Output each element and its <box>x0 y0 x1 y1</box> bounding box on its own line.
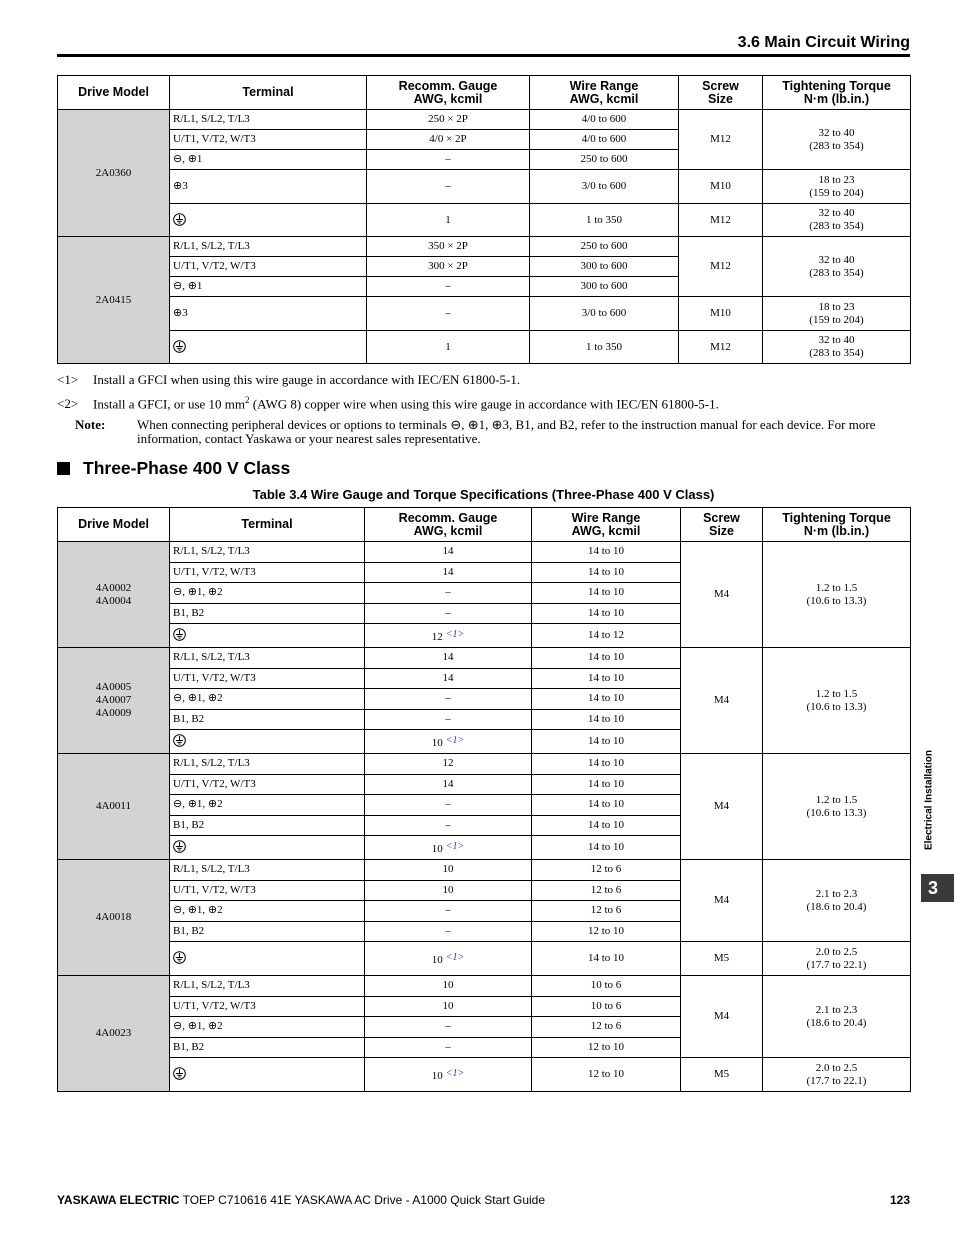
terminal-cell: B1, B2 <box>170 709 365 730</box>
terminal-cell: ⊖, ⊕1, ⊕2 <box>170 901 365 922</box>
gauge-cell <box>365 668 532 689</box>
footnote-1 <box>57 372 520 387</box>
gauge-cell: 350 × 2P <box>367 237 530 257</box>
terminal-cell: U/T1, V/T2, W/T3 <box>170 130 367 150</box>
screw-size-cell: M4 <box>681 542 763 648</box>
terminal-cell: B1, B2 <box>170 1037 365 1058</box>
wire-range-cell: 300 to 600 <box>530 257 679 277</box>
torque-cell: 1.2 to 1.5 (10.6 to 13.3) <box>763 648 911 754</box>
screw-size-cell: M4 <box>681 648 763 754</box>
gauge-value: – <box>445 1040 451 1053</box>
gauge-value: 10 <box>442 979 454 992</box>
footnote-text: Install a GFCI, or use 10 mm <box>93 396 246 412</box>
wire-range-cell: 10 to 6 <box>532 996 681 1017</box>
terminal-cell: R/L1, S/L2, T/L3 <box>170 860 365 881</box>
terminal-cell: R/L1, S/L2, T/L3 <box>170 237 367 257</box>
table-row <box>58 297 911 331</box>
terminal-cell <box>170 1058 365 1092</box>
gauge-cell: – <box>367 277 530 297</box>
gauge-value: 14 <box>442 651 454 664</box>
gauge-cell: 1 <box>367 331 530 364</box>
gauge-cell <box>365 976 532 997</box>
terminal-cell: R/L1, S/L2, T/L3 <box>170 542 365 563</box>
gauge-cell: 4/0 × 2P <box>367 130 530 150</box>
wire-range-cell: 12 to 6 <box>532 1017 681 1038</box>
gauge-value: – <box>445 1020 451 1033</box>
terminal-cell: U/T1, V/T2, W/T3 <box>170 668 365 689</box>
gauge-cell <box>365 880 532 901</box>
wire-range-cell: 1 to 350 <box>530 204 679 237</box>
gauge-value: 10 <box>442 883 454 896</box>
torque-cell: 1.2 to 1.5 (10.6 to 13.3) <box>763 754 911 860</box>
wire-range-cell: 14 to 10 <box>532 795 681 816</box>
screw-size-cell: M12 <box>679 237 763 297</box>
gauge-cell <box>365 860 532 881</box>
gauge-value: 14 <box>442 545 454 558</box>
screw-size-cell: M10 <box>679 297 763 331</box>
wire-range-cell: 14 to 10 <box>532 689 681 710</box>
table-row <box>58 331 911 364</box>
footnote-2 <box>57 393 719 411</box>
gauge-value: – <box>445 798 451 811</box>
drive-model-cell: 4A0005 4A0007 4A0009 <box>58 648 170 754</box>
torque-cell: 32 to 40 (283 to 354) <box>763 204 911 237</box>
drive-model-cell: 2A0415 <box>58 237 170 364</box>
terminal-cell <box>170 836 365 860</box>
screw-size-cell: M12 <box>679 331 763 364</box>
terminal-cell <box>170 204 367 237</box>
gauge-cell <box>365 921 532 942</box>
footnote-ref: <1> <box>445 628 465 640</box>
footnote-text-cont: (AWG 8) copper wire when using this wire gauge in accordance with IEC/EN 61800-5-1. <box>249 396 719 412</box>
gauge-cell <box>365 624 532 648</box>
terminal-cell: R/L1, S/L2, T/L3 <box>170 976 365 997</box>
ground-icon <box>173 213 186 226</box>
page-number: 123 <box>889 1193 910 1207</box>
ground-icon <box>173 1067 186 1080</box>
gauge-cell <box>365 562 532 583</box>
table-row <box>58 754 911 775</box>
terminal-cell: ⊖, ⊕1, ⊕2 <box>170 795 365 816</box>
col-torque: Tightening Torque N·m (lb.in.) <box>763 76 911 110</box>
table-row <box>58 542 911 563</box>
col-gauge: Recomm. Gauge AWG, kcmil <box>367 76 530 110</box>
footnote-text: Install a GFCI when using this wire gauge in accordance with IEC/EN 61800-5-1. <box>93 372 521 387</box>
screw-size-cell: M10 <box>679 170 763 204</box>
screw-size-cell: M12 <box>679 110 763 170</box>
terminal-cell: U/T1, V/T2, W/T3 <box>170 996 365 1017</box>
ground-icon <box>173 951 186 964</box>
gauge-value: – <box>445 818 451 831</box>
gauge-value: 14 <box>442 777 454 790</box>
wire-gauge-table-200v <box>57 75 911 364</box>
gauge-cell <box>365 709 532 730</box>
gauge-cell: – <box>367 170 530 204</box>
wire-range-cell: 14 to 10 <box>532 942 681 976</box>
footer-doc-title: TOEP C710616 41E YASKAWA AC Drive - A1000 Quick Start Guide <box>182 1193 546 1207</box>
wire-range-cell: 14 to 10 <box>532 754 681 775</box>
torque-cell: 18 to 23 (159 to 204) <box>763 170 911 204</box>
table-row <box>58 204 911 237</box>
terminal-cell: U/T1, V/T2, W/T3 <box>170 562 365 583</box>
table-row <box>58 1058 911 1092</box>
gauge-value: 10 <box>431 842 443 855</box>
terminal-cell: R/L1, S/L2, T/L3 <box>170 648 365 669</box>
terminal-cell: R/L1, S/L2, T/L3 <box>170 110 367 130</box>
gauge-value: 14 <box>442 671 454 684</box>
gauge-cell <box>365 815 532 836</box>
footnote-ref: <1> <box>445 951 465 963</box>
gauge-cell <box>365 1037 532 1058</box>
wire-range-cell: 14 to 12 <box>532 624 681 648</box>
gauge-cell <box>365 542 532 563</box>
table-row <box>58 170 911 204</box>
screw-size-cell: M5 <box>681 1058 763 1092</box>
torque-cell: 2.0 to 2.5 (17.7 to 22.1) <box>763 1058 911 1092</box>
note-text: When connecting peripheral devices or options to terminals ⊖, ⊕1, ⊕3, B1, and B2, refer to the instruction manual for each device. For more information, contact Yaskawa or your nearest sales representative. <box>137 417 876 446</box>
wire-range-cell: 12 to 10 <box>532 921 681 942</box>
drive-model-cell: 4A0018 <box>58 860 170 976</box>
table-body <box>58 110 911 364</box>
gauge-cell <box>365 901 532 922</box>
wire-range-cell: 250 to 600 <box>530 150 679 170</box>
wire-range-cell: 14 to 10 <box>532 583 681 604</box>
terminal-cell <box>170 942 365 976</box>
footer-brand: YASKAWA ELECTRIC <box>57 1193 180 1207</box>
drive-model-cell: 4A0023 <box>58 976 170 1092</box>
wire-range-cell: 4/0 to 600 <box>530 110 679 130</box>
note-label: Note: <box>75 417 106 432</box>
terminal-cell: ⊕3 <box>170 297 367 331</box>
gauge-value: – <box>445 606 451 619</box>
torque-cell: 2.1 to 2.3 (18.6 to 20.4) <box>763 860 911 942</box>
table-row <box>58 860 911 881</box>
gauge-cell <box>365 583 532 604</box>
terminal-cell: R/L1, S/L2, T/L3 <box>170 754 365 775</box>
gauge-value: 10 <box>431 953 443 966</box>
gauge-cell: 300 × 2P <box>367 257 530 277</box>
screw-size-cell: M5 <box>681 942 763 976</box>
square-bullet-icon <box>57 462 70 475</box>
terminal-cell: ⊖, ⊕1 <box>170 150 367 170</box>
table-row <box>58 648 911 669</box>
terminal-cell: ⊖, ⊕1, ⊕2 <box>170 1017 365 1038</box>
wire-range-cell: 14 to 10 <box>532 774 681 795</box>
table-header-row <box>58 76 911 110</box>
drive-model-cell: 4A0002 4A0004 <box>58 542 170 648</box>
chapter-tab: 3 <box>921 874 954 902</box>
wire-range-cell: 250 to 600 <box>530 237 679 257</box>
wire-range-cell: 14 to 10 <box>532 668 681 689</box>
gauge-value: – <box>445 692 451 705</box>
wire-range-cell: 3/0 to 600 <box>530 297 679 331</box>
gauge-cell: 1 <box>367 204 530 237</box>
wire-range-cell: 12 to 6 <box>532 880 681 901</box>
gauge-value: – <box>445 904 451 917</box>
table-row <box>58 237 911 257</box>
table-row <box>58 942 911 976</box>
torque-cell: 32 to 40 (283 to 354) <box>763 237 911 297</box>
gauge-value: 10 <box>431 1069 443 1082</box>
wire-range-cell: 14 to 10 <box>532 562 681 583</box>
wire-range-cell: 1 to 350 <box>530 331 679 364</box>
screw-size-cell: M12 <box>679 204 763 237</box>
torque-cell: 1.2 to 1.5 (10.6 to 13.3) <box>763 542 911 648</box>
footer-doc <box>57 1193 545 1207</box>
wire-gauge-table-400v <box>57 507 911 1092</box>
terminal-cell: ⊖, ⊕1, ⊕2 <box>170 583 365 604</box>
screw-size-cell: M4 <box>681 754 763 860</box>
wire-range-cell: 12 to 6 <box>532 860 681 881</box>
col-terminal: Terminal <box>170 508 365 542</box>
header-rule <box>57 54 910 57</box>
gauge-value: 10 <box>431 736 443 749</box>
gauge-value: 14 <box>442 565 454 578</box>
col-torque: Tightening Torque N·m (lb.in.) <box>763 508 911 542</box>
section-heading <box>57 458 290 479</box>
gauge-cell <box>365 836 532 860</box>
table-body <box>58 542 911 1092</box>
terminal-cell: U/T1, V/T2, W/T3 <box>170 774 365 795</box>
wire-range-cell: 3/0 to 600 <box>530 170 679 204</box>
col-drive-model: Drive Model <box>58 76 170 110</box>
terminal-cell <box>170 331 367 364</box>
col-wire-range: Wire Range AWG, kcmil <box>530 76 679 110</box>
wire-range-cell: 12 to 6 <box>532 901 681 922</box>
table-row <box>58 110 911 130</box>
gauge-value: – <box>445 586 451 599</box>
terminal-cell: B1, B2 <box>170 921 365 942</box>
gauge-cell: 250 × 2P <box>367 110 530 130</box>
col-gauge: Recomm. Gauge AWG, kcmil <box>365 508 532 542</box>
gauge-cell <box>365 1058 532 1092</box>
gauge-cell <box>365 603 532 624</box>
wire-range-cell: 14 to 10 <box>532 648 681 669</box>
wire-range-cell: 14 to 10 <box>532 603 681 624</box>
section-title: Three-Phase 400 V Class <box>83 458 291 478</box>
torque-cell: 2.0 to 2.5 (17.7 to 22.1) <box>763 942 911 976</box>
screw-size-cell: M4 <box>681 976 763 1058</box>
gauge-cell <box>365 996 532 1017</box>
gauge-cell <box>365 689 532 710</box>
col-wire-range: Wire Range AWG, kcmil <box>532 508 681 542</box>
wire-range-cell: 4/0 to 600 <box>530 130 679 150</box>
table-row <box>58 976 911 997</box>
terminal-cell: ⊕3 <box>170 170 367 204</box>
gauge-value: – <box>445 712 451 725</box>
col-screw-size: Screw Size <box>681 508 763 542</box>
footnote-ref: <1> <box>445 1067 465 1079</box>
page-section-title: 3.6 Main Circuit Wiring <box>737 34 910 51</box>
gauge-cell: – <box>367 150 530 170</box>
terminal-cell: U/T1, V/T2, W/T3 <box>170 257 367 277</box>
wire-range-cell: 14 to 10 <box>532 836 681 860</box>
terminal-cell: B1, B2 <box>170 603 365 624</box>
terminal-cell: B1, B2 <box>170 815 365 836</box>
side-tab-label-box <box>922 740 936 860</box>
gauge-cell <box>365 942 532 976</box>
col-terminal: Terminal <box>170 76 367 110</box>
terminal-cell: U/T1, V/T2, W/T3 <box>170 880 365 901</box>
gauge-value: – <box>445 924 451 937</box>
side-tab-label: Electrical Installation <box>923 749 935 851</box>
torque-cell: 2.1 to 2.3 (18.6 to 20.4) <box>763 976 911 1058</box>
screw-size-cell: M4 <box>681 860 763 942</box>
terminal-cell <box>170 730 365 754</box>
torque-cell: 32 to 40 (283 to 354) <box>763 110 911 170</box>
wire-range-cell: 14 to 10 <box>532 709 681 730</box>
ground-icon <box>173 734 186 747</box>
terminal-cell: ⊖, ⊕1 <box>170 277 367 297</box>
table-header-row <box>58 508 911 542</box>
drive-model-cell: 4A0011 <box>58 754 170 860</box>
terminal-cell: ⊖, ⊕1, ⊕2 <box>170 689 365 710</box>
torque-cell: 32 to 40 (283 to 354) <box>763 331 911 364</box>
gauge-value: 10 <box>442 999 454 1012</box>
wire-range-cell: 12 to 10 <box>532 1037 681 1058</box>
wire-range-cell: 12 to 10 <box>532 1058 681 1092</box>
wire-range-cell: 10 to 6 <box>532 976 681 997</box>
gauge-cell: – <box>367 297 530 331</box>
wire-range-cell: 300 to 600 <box>530 277 679 297</box>
gauge-cell <box>365 754 532 775</box>
wire-range-cell: 14 to 10 <box>532 730 681 754</box>
terminal-cell <box>170 624 365 648</box>
gauge-value: 12 <box>431 630 443 643</box>
col-drive-model: Drive Model <box>58 508 170 542</box>
gauge-value: 10 <box>442 863 454 876</box>
note-block <box>75 418 905 446</box>
ground-icon <box>173 840 186 853</box>
gauge-cell <box>365 730 532 754</box>
col-screw-size: Screw Size <box>679 76 763 110</box>
gauge-cell <box>365 648 532 669</box>
ground-icon <box>173 340 186 353</box>
ground-icon <box>173 628 186 641</box>
footnote-tag: <1> <box>57 372 79 387</box>
superscript: 2 <box>245 395 250 405</box>
gauge-cell <box>365 774 532 795</box>
gauge-value: 12 <box>442 757 454 770</box>
footnote-ref: <1> <box>445 734 465 746</box>
wire-range-cell: 14 to 10 <box>532 815 681 836</box>
footnote-ref: <1> <box>445 840 465 852</box>
gauge-cell <box>365 795 532 816</box>
wire-range-cell: 14 to 10 <box>532 542 681 563</box>
gauge-cell <box>365 1017 532 1038</box>
torque-cell: 18 to 23 (159 to 204) <box>763 297 911 331</box>
footnote-tag: <2> <box>57 396 79 412</box>
drive-model-cell: 2A0360 <box>58 110 170 237</box>
table-caption: Table 3.4 Wire Gauge and Torque Specifications (Three-Phase 400 V Class) <box>252 487 715 502</box>
